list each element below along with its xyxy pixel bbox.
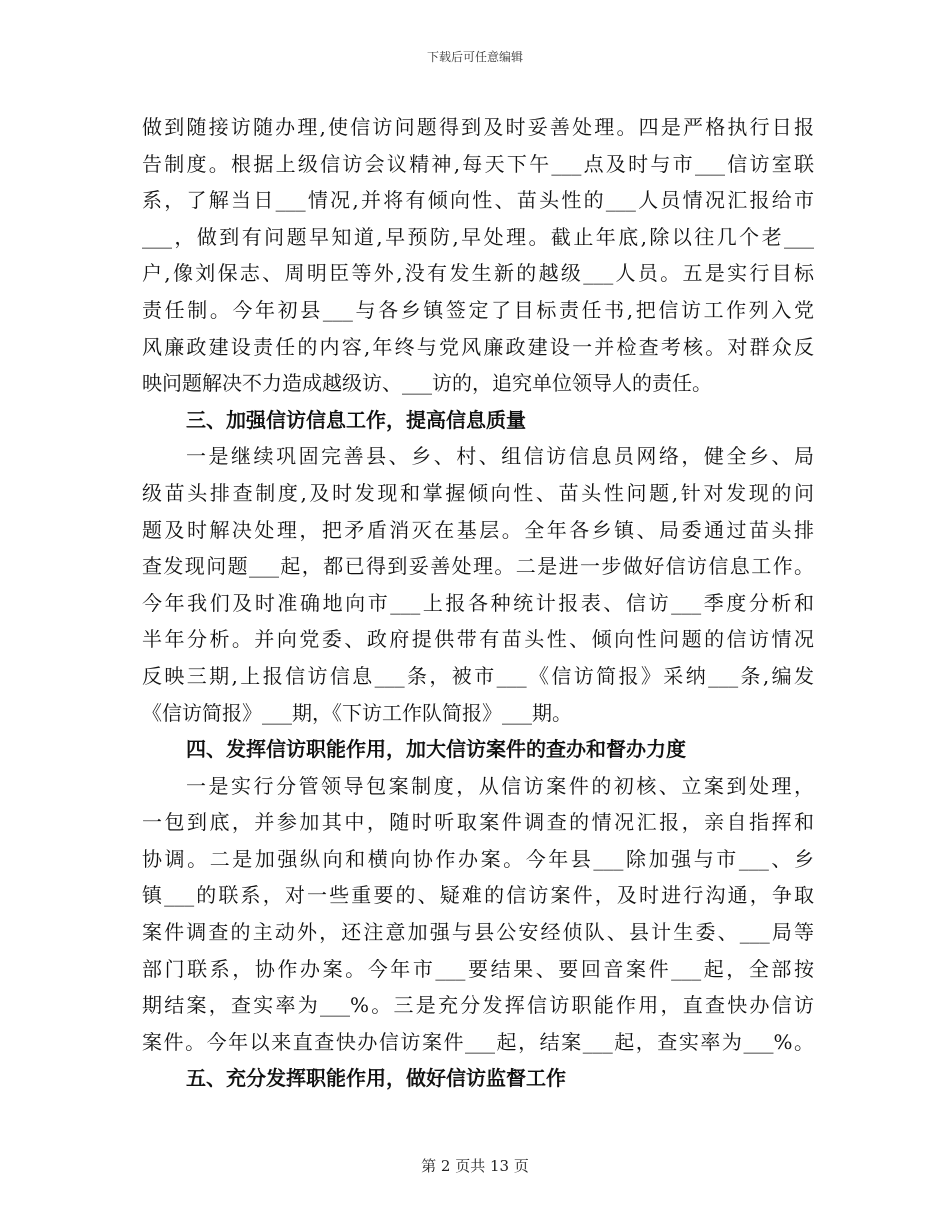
page-header: 下载后可任意编辑 <box>426 50 523 64</box>
text-line: 期结案，查实率为___%。三是充分发挥信访职能作用，直查快办信访 <box>142 993 814 1018</box>
text-line: 协调。二是加强纵向和横向协作办案。今年县___除加强与市___、乡 <box>142 846 814 871</box>
section-heading-3: 三、加强信访信息工作，提高信息质量 <box>186 407 526 432</box>
text-line: ___，做到有问题早知道,早预防,早处理。截止年底,除以往几个老___ <box>142 224 814 249</box>
document-body <box>142 109 814 1097</box>
text-line: 户,像刘保志、周明臣等外,没有发生新的越级___人员。五是实行目标 <box>142 261 814 286</box>
text-line: 案件调查的主动外，还注意加强与县公安经侦队、县计生委、___局等 <box>142 920 814 945</box>
text-line: 风廉政建设责任的内容,年终与党风廉政建设一并检查考核。对群众反 <box>142 334 814 359</box>
text-line: 案件。今年以来直查快办信访案件___起，结案___起，查实率为___%。 <box>142 1029 814 1054</box>
paragraph-first-line: 一是继续巩固完善县、乡、村、组信访信息员网络，健全乡、局 <box>186 444 814 469</box>
text-line: 题及时解决处理，把矛盾消灭在基层。全年各乡镇、局委通过苗头排 <box>142 517 814 542</box>
text-line: 告制度。根据上级信访会议精神,每天下午___点及时与市___信访室联 <box>142 151 814 176</box>
section-heading-5: 五、充分发挥职能作用，做好信访监督工作 <box>186 1066 566 1091</box>
text-line: 部门联系，协作办案。今年市___要结果、要回音案件___起，全部按 <box>142 956 814 981</box>
text-line: 今年我们及时准确地向市___上报各种统计报表、信访___季度分析和 <box>142 590 814 615</box>
text-line: 一包到底，并参加其中，随时听取案件调查的情况汇报，亲自指挥和 <box>142 810 814 835</box>
text-line: 镇___的联系，对一些重要的、疑难的信访案件，及时进行沟通，争取 <box>142 883 814 908</box>
text-line: 半年分析。并向党委、政府提供带有苗头性、倾向性问题的信访情况 <box>142 627 814 652</box>
section-heading-4: 四、发挥信访职能作用，加大信访案件的查办和督办力度 <box>186 737 686 762</box>
text-line: 级苗头排查制度,及时发现和掌握倾向性、苗头性问题,针对发现的问 <box>142 480 814 505</box>
paragraph-first-line: 一是实行分管领导包案制度，从信访案件的初核、立案到处理， <box>186 773 814 798</box>
text-line: 责任制。今年初县___与各乡镇签定了目标责任书,把信访工作列入党 <box>142 297 814 322</box>
text-line: 《信访简报》___期，《下访工作队简报》___期。 <box>142 700 572 725</box>
page-footer: 第 2 页共 13 页 <box>421 1157 529 1175</box>
text-line: 反映三期,上报信访信息___条，被市___《信访简报》采纳___条,编发 <box>142 663 814 688</box>
text-line: 查发现问题___起，都已得到妥善处理。二是进一步做好信访信息工作。 <box>142 554 814 579</box>
text-line: 系，了解当日___情况,并将有倾向性、苗头性的___人员情况汇报给市 <box>142 188 814 213</box>
text-line: 映问题解决不力造成越级访、___访的，追究单位领导人的责任。 <box>142 371 712 396</box>
text-line: 做到随接访随办理,使信访问题得到及时妥善处理。四是严格执行日报 <box>142 115 814 139</box>
